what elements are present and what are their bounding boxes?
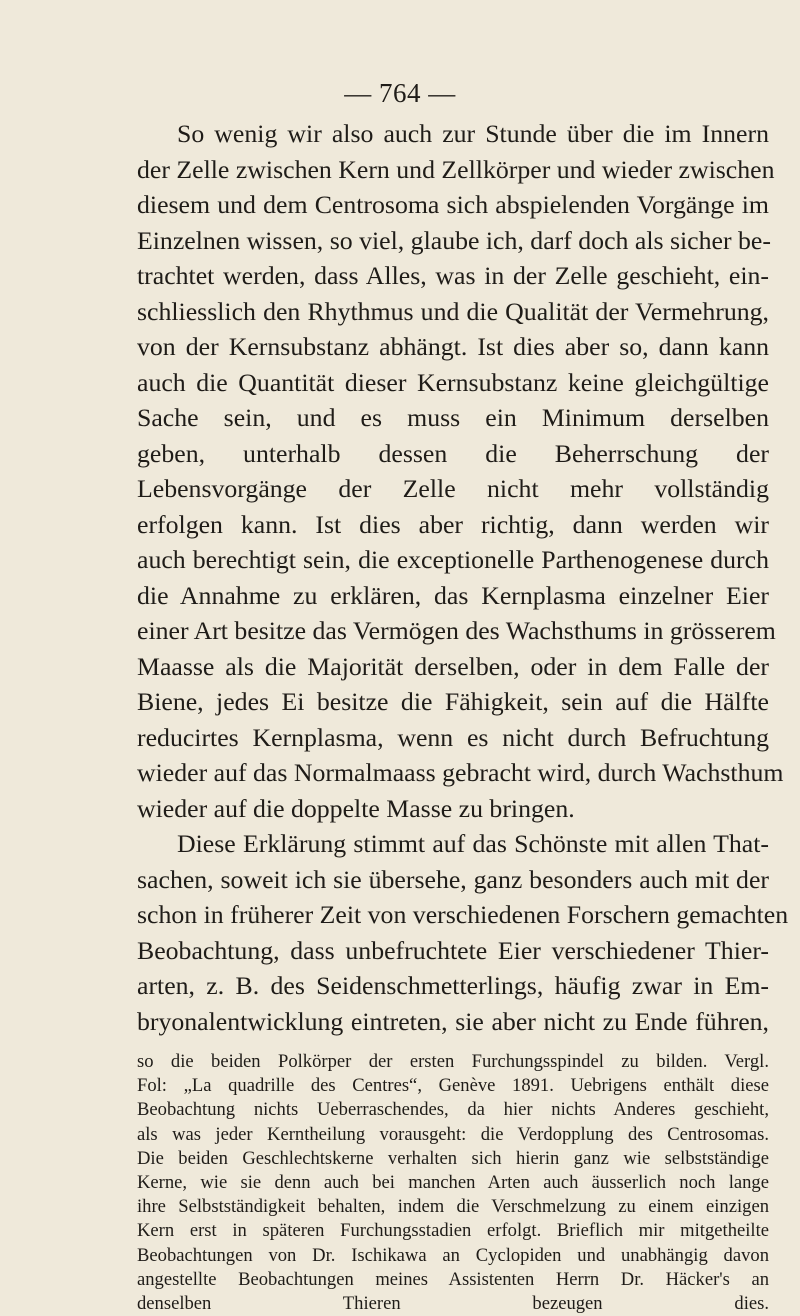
- text-line: wieder auf die doppelte Masse zu bringen.: [137, 793, 575, 823]
- footnote-line: denselben Thieren bezeugen dies.: [137, 1293, 769, 1315]
- text-line: der Zelle zwischen Kern und Zellkörper und wieder zwischen: [137, 154, 775, 184]
- text-line: schliesslich den Rhythmus und die Qualität der Vermehrung,: [137, 296, 769, 326]
- footnote-line: angestellte Beobachtungen meines Assistenten Herrn Dr. Häcker's an: [137, 1268, 769, 1290]
- text-line: wieder auf das Normalmaass gebracht wird, durch Wachsthum: [137, 758, 784, 787]
- footnote-line: Beobachtungen von Dr. Ischikawa an Cyclopiden und unabhängig davon: [137, 1244, 769, 1266]
- text-line: arten, z. B. des Seidenschmetterlings, häufig zwar in Em-: [137, 971, 769, 1000]
- text-line: einer Art besitze das Vermögen des Wachsthums in grösserem: [137, 616, 776, 645]
- text-line: Biene, jedes Ei besitze die Fähigkeit, sein auf die Hälfte: [137, 687, 769, 716]
- footnote-line: ihre Selbstständigkeit behalten, indem die Verschmelzung zu einem einzigen: [137, 1196, 769, 1218]
- text-line: Sache sein, und es muss ein Minimum derselben: [137, 403, 769, 432]
- footnote-line: als was jeder Kerntheilung vorausgeht: die Verdopplung des Centrosomas.: [137, 1123, 769, 1145]
- footnote-line: so die beiden Polkörper der ersten Furchungsspindel zu bilden. Vergl.: [137, 1051, 769, 1072]
- text-line: Maasse als die Majorität derselben, oder in dem Falle der: [137, 651, 769, 681]
- footnote-line: Kern erst in späteren Furchungsstadien erfolgt. Brieflich mir mitgetheilte: [137, 1220, 769, 1242]
- text-line: sachen, soweit ich sie übersehe, ganz besonders auch mit der: [137, 864, 769, 894]
- text-line: bryonalentwicklung eintreten, sie aber nicht zu Ende führen,: [137, 1006, 769, 1036]
- text-line: auch die Quantität dieser Kernsubstanz keine gleichgültige: [137, 367, 769, 397]
- text-line: reducirtes Kernplasma, wenn es nicht durch Befruchtung: [137, 722, 769, 752]
- footnote-line: Die beiden Geschlechtskerne verhalten sich hierin ganz wie selbstständige: [137, 1147, 769, 1169]
- footnote-line: Kerne, wie sie denn auch bei manchen Arten auch äusserlich noch lange: [137, 1172, 769, 1194]
- footnote-line: Fol: „La quadrille des Centres“, Genève 1891. Uebrigens enthält diese: [137, 1075, 769, 1097]
- main-text: [137, 116, 789, 1039]
- text-line: erfolgen kann. Ist dies aber richtig, dann werden wir: [137, 509, 769, 539]
- text-line: die Annahme zu erklären, das Kernplasma einzelner Eier: [137, 580, 769, 610]
- text-line: So wenig wir also auch zur Stunde über die im Innern: [177, 119, 769, 148]
- text-line: schon in früherer Zeit von verschiedenen Forschern gemachten: [137, 900, 789, 929]
- text-line: trachtet werden, dass Alles, was in der Zelle geschieht, ein-: [137, 261, 769, 290]
- text-line: Beobachtung, dass unbefruchtete Eier verschiedener Thier-: [137, 935, 769, 965]
- footnote-line: Beobachtung nichts Ueberraschendes, da hier nichts Anderes geschieht,: [137, 1099, 769, 1121]
- text-line: Einzelnen wissen, so viel, glaube ich, darf doch als sicher be-: [137, 225, 771, 255]
- text-line: von der Kernsubstanz abhängt. Ist dies aber so, dann kann: [137, 332, 769, 361]
- text-line: Diese Erklärung stimmt auf das Schönste mit allen That-: [177, 829, 769, 858]
- text-line: geben, unterhalb dessen die Beherrschung der: [137, 438, 769, 468]
- text-line: diesem und dem Centrosoma sich abspielenden Vorgänge im: [137, 190, 769, 219]
- text-line: Lebensvorgänge der Zelle nicht mehr vollständig: [137, 474, 769, 503]
- footnote: [137, 1050, 769, 1316]
- text-line: auch berechtigt sein, die exceptionelle Parthenogenese durch: [137, 545, 769, 574]
- page-number: — 764 —: [344, 78, 456, 108]
